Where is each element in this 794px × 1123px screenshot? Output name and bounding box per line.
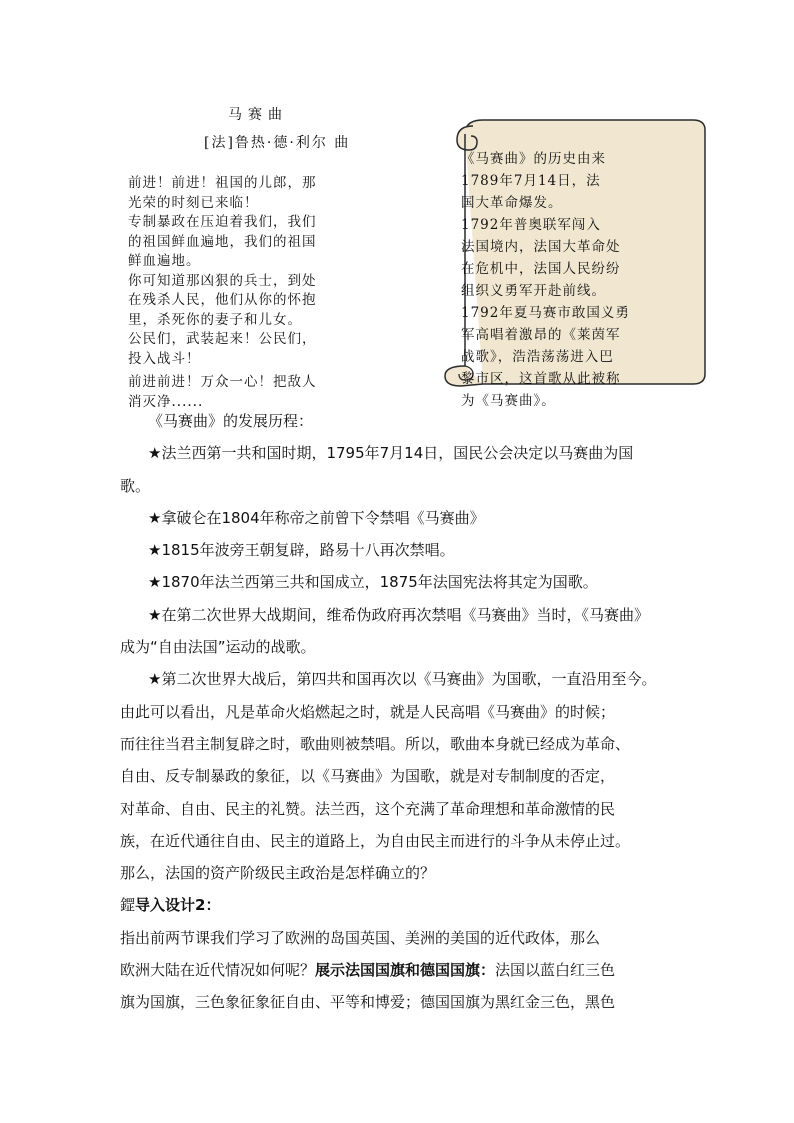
paragraph (120, 954, 678, 986)
scroll-line: 法国境内，法国大革命处 (461, 239, 621, 255)
paragraph: ★法兰西第一共和国时期，1795年7月14日，国民公会决定以马赛曲为国 (148, 444, 634, 463)
scroll-line: 为《马赛曲》。 (461, 393, 556, 409)
scroll-line: 1792年夏马赛市敢国义勇 (461, 305, 630, 321)
heading-bold: 导入设计2： (135, 896, 221, 915)
paragraph: ★拿破仑在1804年称帝之前曾下令禁唱《马赛曲》 (148, 508, 485, 527)
scroll-line: 军高唱着激昂的《莱茵军 (461, 327, 621, 343)
poem-line: 你可知道那凶狠的兵士，到处 (128, 272, 317, 289)
paragraph-text: 法国以蓝白红三色 (495, 961, 616, 980)
poem-line: 前进！前进！祖国的儿郎，那 (128, 175, 317, 191)
poem-line: 在残杀人民，他们从你的怀抱 (128, 292, 317, 308)
scroll-line: 战歌》，浩浩荡荡进入巴 (461, 349, 614, 365)
paragraph: 成为“自由法国”运动的战歌。 (120, 638, 316, 657)
paragraph: ★第二次世界大战后，第四共和国再次以《马赛曲》为国歌，一直沿用至今。 (148, 670, 657, 689)
paragraph: ★1870年法兰西第三共和国成立，1875年法国宪法将其定为国歌。 (148, 573, 598, 592)
poem-line: 专制暴政在压迫着我们，我们 (128, 214, 317, 230)
section-heading (120, 889, 678, 921)
paragraph: ★在第二次世界大战期间，维希伪政府再次禁唱《马赛曲》当时，《马赛曲》 (148, 605, 649, 624)
scroll-line: 1789年7月14日，法 (461, 173, 601, 189)
heading-prefix: 鎠 (120, 896, 136, 915)
scroll-line: 在危机中，法国人民纷纷 (461, 261, 621, 277)
poem-line: 投入战斗！ (128, 350, 201, 367)
poem-author: [法]鲁热·德·利尔 曲 (204, 135, 351, 151)
paragraph: 而往往当君主制复辟之时，歌曲则被禁唱。所以，歌曲本身就已经成为革命、 (120, 734, 631, 753)
section-heading: 《马赛曲》的发展历程： (148, 412, 314, 430)
paragraph: ★1815年波旁王朝复辟，路易十八再次禁唱。 (148, 541, 455, 560)
paragraph: 那么，法国的资产阶级民主政治是怎样确立的？ (120, 864, 436, 883)
poem-line: 光荣的时刻已来临！ (128, 194, 259, 211)
paragraph-text: 欧洲大陆在近代情况如何呢？ (120, 961, 316, 980)
paragraph: 歌。 (120, 476, 151, 495)
scroll-line: 黎市区，这首歌从此被称 (461, 371, 621, 387)
paragraph: 由此可以看出，凡是革命火焰燃起之时，就是人民高唱《马赛曲》的时候； (120, 702, 616, 721)
scroll-line: 1792年普奥联军闯入 (461, 217, 601, 233)
scroll-line: 组织义勇军开赴前线。 (461, 283, 606, 299)
poem-line: 前进前进！万众一心！把敌人 (128, 374, 317, 390)
paragraph-bold: 展示法国国旗和德国国旗： (315, 961, 496, 980)
poem-title: 马赛曲 (228, 107, 288, 123)
poem-line: 公民们，武装起来！公民们， (128, 331, 317, 347)
poem-line: 里，杀死你的妻子和儿女。 (128, 311, 302, 328)
poem-line: 的祖国鲜血遍地，我们的祖国 (128, 233, 317, 250)
paragraph: 旗为国旗，三色象征象征自由、平等和博爱；德国国旗为黑红金三色，黑色 (120, 993, 616, 1012)
scroll-text (461, 148, 709, 412)
document-body (120, 405, 678, 1019)
paragraph: 族，在近代通往自由、民主的道路上，为自由民主而进行的斗争从未停止过。 (120, 831, 631, 850)
paragraph: 对革命、自由、民主的礼赞。法兰西，这个充满了革命理想和革命激情的民 (120, 799, 616, 818)
poem-line: 鲜血遍地。 (128, 253, 201, 269)
poem-lines (128, 174, 418, 412)
scroll-line: 国大革命爆发。 (461, 195, 563, 211)
poem-line: 消灭净...... (128, 393, 204, 410)
paragraph: 指出前两节课我们学习了欧洲的岛国英国、美洲的美国的近代政体，那么 (120, 928, 601, 947)
scroll-heading: 《马赛曲》的历史由来 (461, 151, 606, 167)
paragraph: 自由、反专制暴政的象征，以《马赛曲》为国歌，就是对专制制度的否定， (120, 767, 616, 786)
history-scroll (443, 116, 713, 409)
